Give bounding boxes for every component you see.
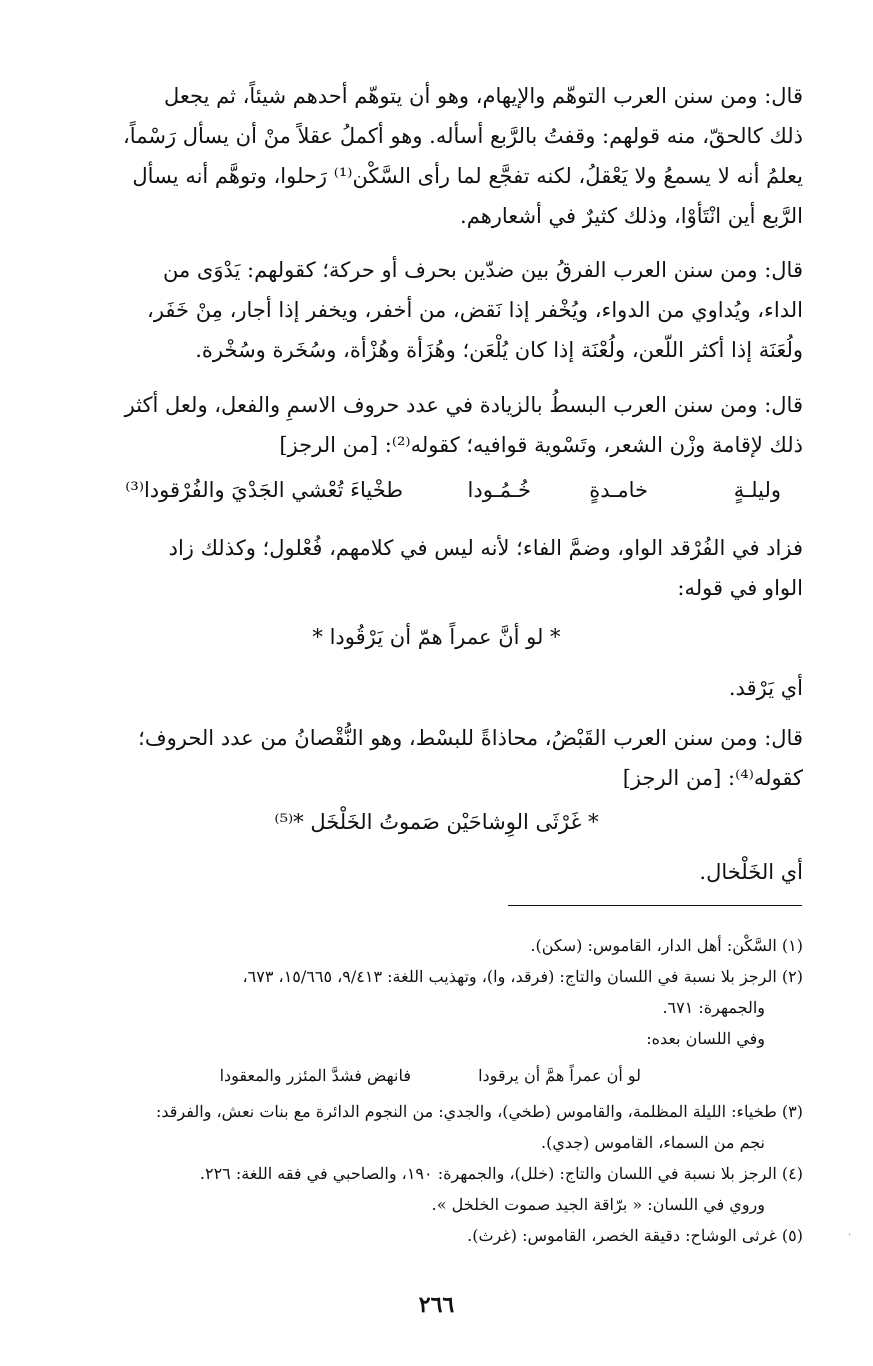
paragraph-farqad	[33, 528, 803, 608]
footnote-verse-part: فانهض فشدَّ المئزر والمعقودا	[219, 1066, 411, 1085]
verse-part: وليلـةٍ	[733, 478, 781, 502]
text-line: الداء، ويُداوي من الدواء، ويُخْفر إذا نَقض، من أخفر، ويخفر إذا أجار، مِنْ خَفَر،	[147, 298, 803, 322]
paragraph-bast	[33, 385, 803, 465]
footnote-2-cont: والجمهرة: ٦٧١.	[662, 998, 765, 1017]
footnote-1: (١) السَّكْن: أهل الدار، القاموس: (سكن).	[530, 936, 803, 955]
footnote-2: (٢) الرجز بلا نسبة في اللسان والتاج: (فرقد، وا)، وتهذيب اللغة: ٩/٤١٣، ١٥/٦٦٥، ٦٧٣،	[242, 967, 803, 986]
text-line: يعلمُ أنه لا يسمعُ ولا يَعْقلُ، لكنه تفجَّع لما رأى السَّكْن⁽¹⁾ رَحلوا، وتوهَّم أنه يسأل	[132, 164, 803, 188]
text-line: قال: ومن سنن العرب الفرقُ بين ضدّين بحرف أو حركة؛ كقولهم: يَدْوَى من	[163, 258, 803, 282]
text-line: قال: ومن سنن العرب التوهّم والإيهام، وهو أن يتوهّم أحدهم شيئاً، ثم يجعل	[163, 84, 803, 108]
page-number: ٢٦٦	[418, 1292, 455, 1318]
paragraph-qabd	[33, 718, 803, 798]
text-line: الرَّبع أين انْتَأوْا، وذلك كثيرٌ في أشعارهم.	[460, 204, 803, 228]
text-line: كقوله⁽⁴⁾: [من الرجز]	[622, 766, 803, 790]
footnote-verse-part: لو أن عمراً همَّ أن يرقودا	[478, 1066, 641, 1085]
paragraph-khalkhal	[33, 852, 803, 892]
text-line: أي الخَلْخال.	[699, 860, 803, 884]
verse-gharthaa: * غَرْثَى الوِشاحَيْن صَموتُ الخَلْخَل *⁽⁵⁾	[274, 810, 599, 834]
verse-part: خامـدةٍ	[589, 478, 648, 502]
verse-part: طخْياءَ تُعْشي الجَدْيَ والفُرْقودا⁽³⁾	[125, 478, 403, 502]
paragraph-farq	[33, 250, 803, 370]
footnotes-continued	[33, 1096, 803, 1251]
text-line: قال: ومن سنن العرب البسطُ بالزيادة في عدد حروف الاسمِ والفعل، ولعل أكثر	[124, 393, 803, 417]
footnotes	[33, 930, 803, 1054]
footnote-4-cont: وروي في اللسان: « برّاقة الجيد صموت الخلخل ».	[431, 1195, 765, 1214]
text-line: ولُعَنَة إذا أكثر اللّعن، ولُعْنَة إذا كان يُلْعَن؛ وهُزَأة وهُزْأة، وسُخَرة وسُخْرة.	[195, 338, 803, 362]
verse-yarquda: * لو أنَّ عمراً همّ أن يَرْقُودا *	[312, 625, 561, 649]
verse-laylatin	[33, 478, 803, 508]
footnote-4: (٤) الرجز بلا نسبة في اللسان والتاج: (خلل)، والجمهرة: ١٩٠، والصاحبي في فقه اللغة: ٢٢٦.	[199, 1164, 803, 1183]
footnote-separator	[508, 905, 802, 906]
footnote-3-cont: نجم من السماء، القاموس (جدي).	[541, 1133, 765, 1152]
footnote-3: (٣) طخياء: الليلة المظلمة، والقاموس (طخي)، والجدي: من النجوم الدائرة مع بنات نعش، والفرقد:	[156, 1102, 803, 1121]
text-line: ذلك لإقامة وزْن الشعر، وتَسْوية قوافيه؛ كقوله⁽²⁾: [من الرجز]	[279, 433, 803, 457]
margin-mark: ·	[848, 1230, 852, 1241]
text-line: قال: ومن سنن العرب القَبْضُ، محاذاةً للبسْط، وهو النُّقْصانُ من عدد الحروف؛	[138, 726, 803, 750]
verse-part: خُـمُـودا	[467, 478, 531, 502]
paragraph-yarqud	[33, 668, 803, 708]
text-line: الواو في قوله:	[677, 576, 803, 600]
text-line: ذلك كالحقّ، منه قولهم: وقفتُ بالرَّبع أسأله. وهو أكملُ عقلاً منْ أن يسأل رَسْماً،	[123, 124, 803, 148]
footnote-5: (٥) غرثى الوشاح: دقيقة الخصر، القاموس: (غرث).	[467, 1226, 803, 1245]
footnote-2-cont: وفي اللسان بعده:	[646, 1029, 765, 1048]
text-line: فزاد في الفُرْقد الواو، وضمَّ الفاء؛ لأنه ليس في كلامهم، فُعْلول؛ وكذلك زاد	[168, 536, 803, 560]
text-line: أي يَرْقد.	[728, 676, 803, 700]
paragraph-tawahhum	[33, 76, 803, 236]
